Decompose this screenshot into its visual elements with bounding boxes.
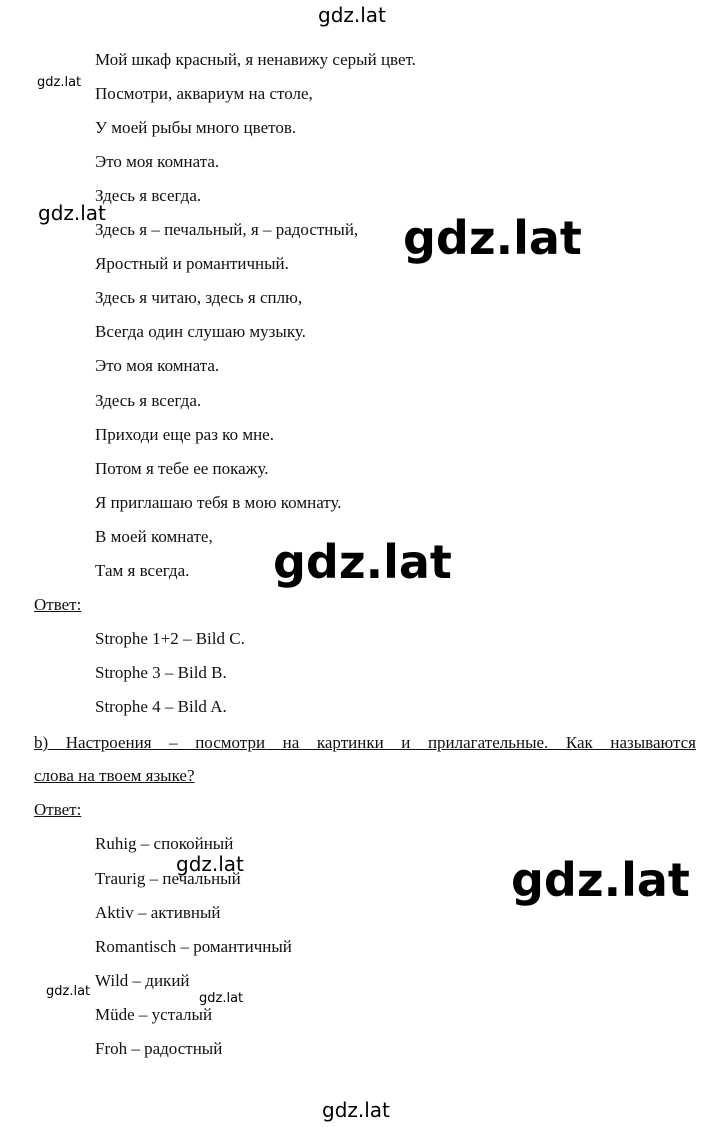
poem-line: В моей комнате, bbox=[95, 527, 213, 546]
poem-line: Там я всегда. bbox=[95, 561, 190, 580]
answer-b-item: Aktiv – активный bbox=[95, 903, 221, 922]
watermark: gdz.lat bbox=[38, 201, 106, 225]
watermark: gdz.lat bbox=[176, 852, 244, 876]
poem-line: Яростный и романтичный. bbox=[95, 254, 289, 273]
answer-b-item: Ruhig – спокойный bbox=[95, 834, 234, 853]
poem-line: Здесь я читаю, здесь я сплю, bbox=[95, 288, 303, 307]
poem-line: Потом я тебе ее покажу. bbox=[95, 459, 269, 478]
task-b-line: слова на твоем языке? bbox=[34, 766, 195, 785]
answer-b-item: Froh – радостный bbox=[95, 1039, 223, 1058]
answer-label: Ответ: bbox=[34, 595, 82, 614]
watermark: gdz.lat bbox=[273, 535, 452, 589]
answer-a-item: Strophe 3 – Bild B. bbox=[95, 663, 227, 682]
answer-a-item: Strophe 4 – Bild A. bbox=[95, 697, 227, 716]
watermark: gdz.lat bbox=[511, 853, 690, 907]
answer-label: Ответ: bbox=[34, 800, 82, 819]
watermark: gdz.lat bbox=[403, 211, 582, 265]
poem-line: Это моя комната. bbox=[95, 356, 220, 375]
poem-line: Мой шкаф красный, я ненавижу серый цвет. bbox=[95, 50, 416, 69]
answer-b-item: Wild – дикий bbox=[95, 971, 190, 990]
watermark: gdz.lat bbox=[322, 1098, 390, 1122]
answer-b-item: Traurig – печальный bbox=[95, 869, 241, 888]
answer-b-item: Romantisch – романтичный bbox=[95, 937, 292, 956]
poem-line: Здесь я – печальный, я – радостный, bbox=[95, 220, 359, 239]
watermark: gdz.lat bbox=[318, 3, 386, 27]
poem-line: Здесь я всегда. bbox=[95, 186, 202, 205]
poem-line: У моей рыбы много цветов. bbox=[95, 118, 297, 137]
poem-line: Посмотри, аквариум на столе, bbox=[95, 84, 313, 103]
poem-line: Всегда один слушаю музыку. bbox=[95, 322, 306, 341]
task-b-line: b) Настроения – посмотри на картинки и прилагательные. Как называются bbox=[34, 733, 696, 752]
watermark: gdz.lat bbox=[37, 75, 82, 90]
poem-line: Я приглашаю тебя в мою комнату. bbox=[95, 493, 342, 512]
watermark: gdz.lat bbox=[46, 984, 91, 999]
watermark: gdz.lat bbox=[199, 991, 244, 1006]
answer-b-item: Müde – усталый bbox=[95, 1005, 213, 1024]
poem-line: Это моя комната. bbox=[95, 152, 220, 171]
poem-line: Приходи еще раз ко мне. bbox=[95, 425, 274, 444]
answer-a-item: Strophe 1+2 – Bild C. bbox=[95, 629, 245, 648]
poem-line: Здесь я всегда. bbox=[95, 391, 202, 410]
